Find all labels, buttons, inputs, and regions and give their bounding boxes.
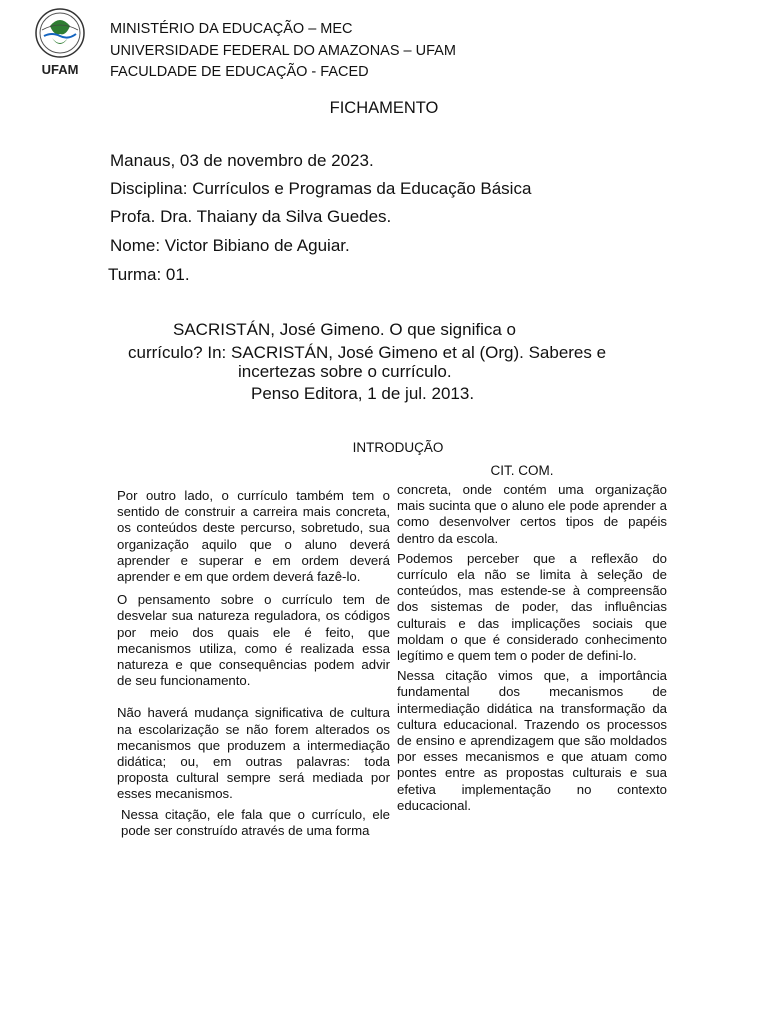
ufam-emblem-icon [30,6,90,78]
page-title: FICHAMENTO [329,99,439,117]
logo-text: UFAM [41,62,79,77]
section-title: INTRODUÇÃO [352,440,444,455]
header-ministry: MINISTÉRIO DA EDUCAÇÃO – MEC [110,21,353,37]
right-paragraph-2: Podemos perceber que a reflexão do currículo ela não se limita à seleção de conteúdos, mas estende-se à compreensão dos sistemas de poder, das influências culturais e das implicações sociais que moldam o que é considerado conhecimento legítimo e quem tem o poder de defini-lo. [397,550,667,664]
left-paragraph-3: Não haverá mudança significativa de cultura na escolarização se não forem alterados os mecanismos que produzem a intermediação didática; ou, em outras palavras: toda proposta cultural sempre será mediada por esses mecanismos. [117,705,390,802]
reference-line-3: incertezas sobre o currículo. [238,362,452,381]
left-paragraph-4: Nessa citação, ele fala que o currículo, ele pode ser construído através de uma forma [121,806,390,838]
left-column [117,488,390,839]
right-paragraph-1: concreta, onde contém uma organização mais sucinta que o aluno ele pode aprender a como desenvolver certos tipos de papéis dentro da escola. [397,482,667,546]
right-column [397,482,667,814]
left-paragraph-2: O pensamento sobre o currículo tem de desvelar sua natureza reguladora, os códigos por meio dos quais ele é feito, que mecanismos utiliza, como é realizada essa natureza e que consequências podem advir de seu funcionamento. [117,592,390,689]
reference-line-2: currículo? In: SACRISTÁN, José Gimeno et al (Org). Saberes e [128,343,607,362]
info-name: Nome: Victor Bibiano de Aguiar. [110,236,350,255]
left-paragraph-1: Por outro lado, o currículo também tem o sentido de construir a carreira mais concreta, os conteúdos deste percurso, sobretudo, sua organização aquilo que o aluno deverá aprender e superar e em ordem deverá aprender e em que ordem deverá fazê-lo. [117,488,390,585]
info-class: Turma: 01. [108,265,190,284]
header-faculty: FACULDADE DE EDUCAÇÃO - FACED [110,64,369,80]
reference-line-4: Penso Editora, 1 de jul. 2013. [251,384,475,403]
reference-line-1: SACRISTÁN, José Gimeno. O que significa o [173,320,516,339]
info-date: Manaus, 03 de novembro de 2023. [110,151,374,170]
ufam-logo [30,6,90,78]
right-paragraph-3: Nessa citação vimos que, a importância fundamental dos mecanismos de intermediação didática na transformação da cultura educacional. Trazendo os processos de ensino e aprendizagem que são moldados por esses mecanismos e que atuam como pontes entre as propostas culturais e sua efetiva implementação no contexto educacional. [397,668,667,813]
info-professor: Profa. Dra. Thaiany da Silva Guedes. [110,207,392,226]
right-column-heading: CIT. COM. [490,463,554,478]
info-discipline: Disciplina: Currículos e Programas da Educação Básica [110,179,532,198]
header-university: UNIVERSIDADE FEDERAL DO AMAZONAS – UFAM [110,43,456,59]
